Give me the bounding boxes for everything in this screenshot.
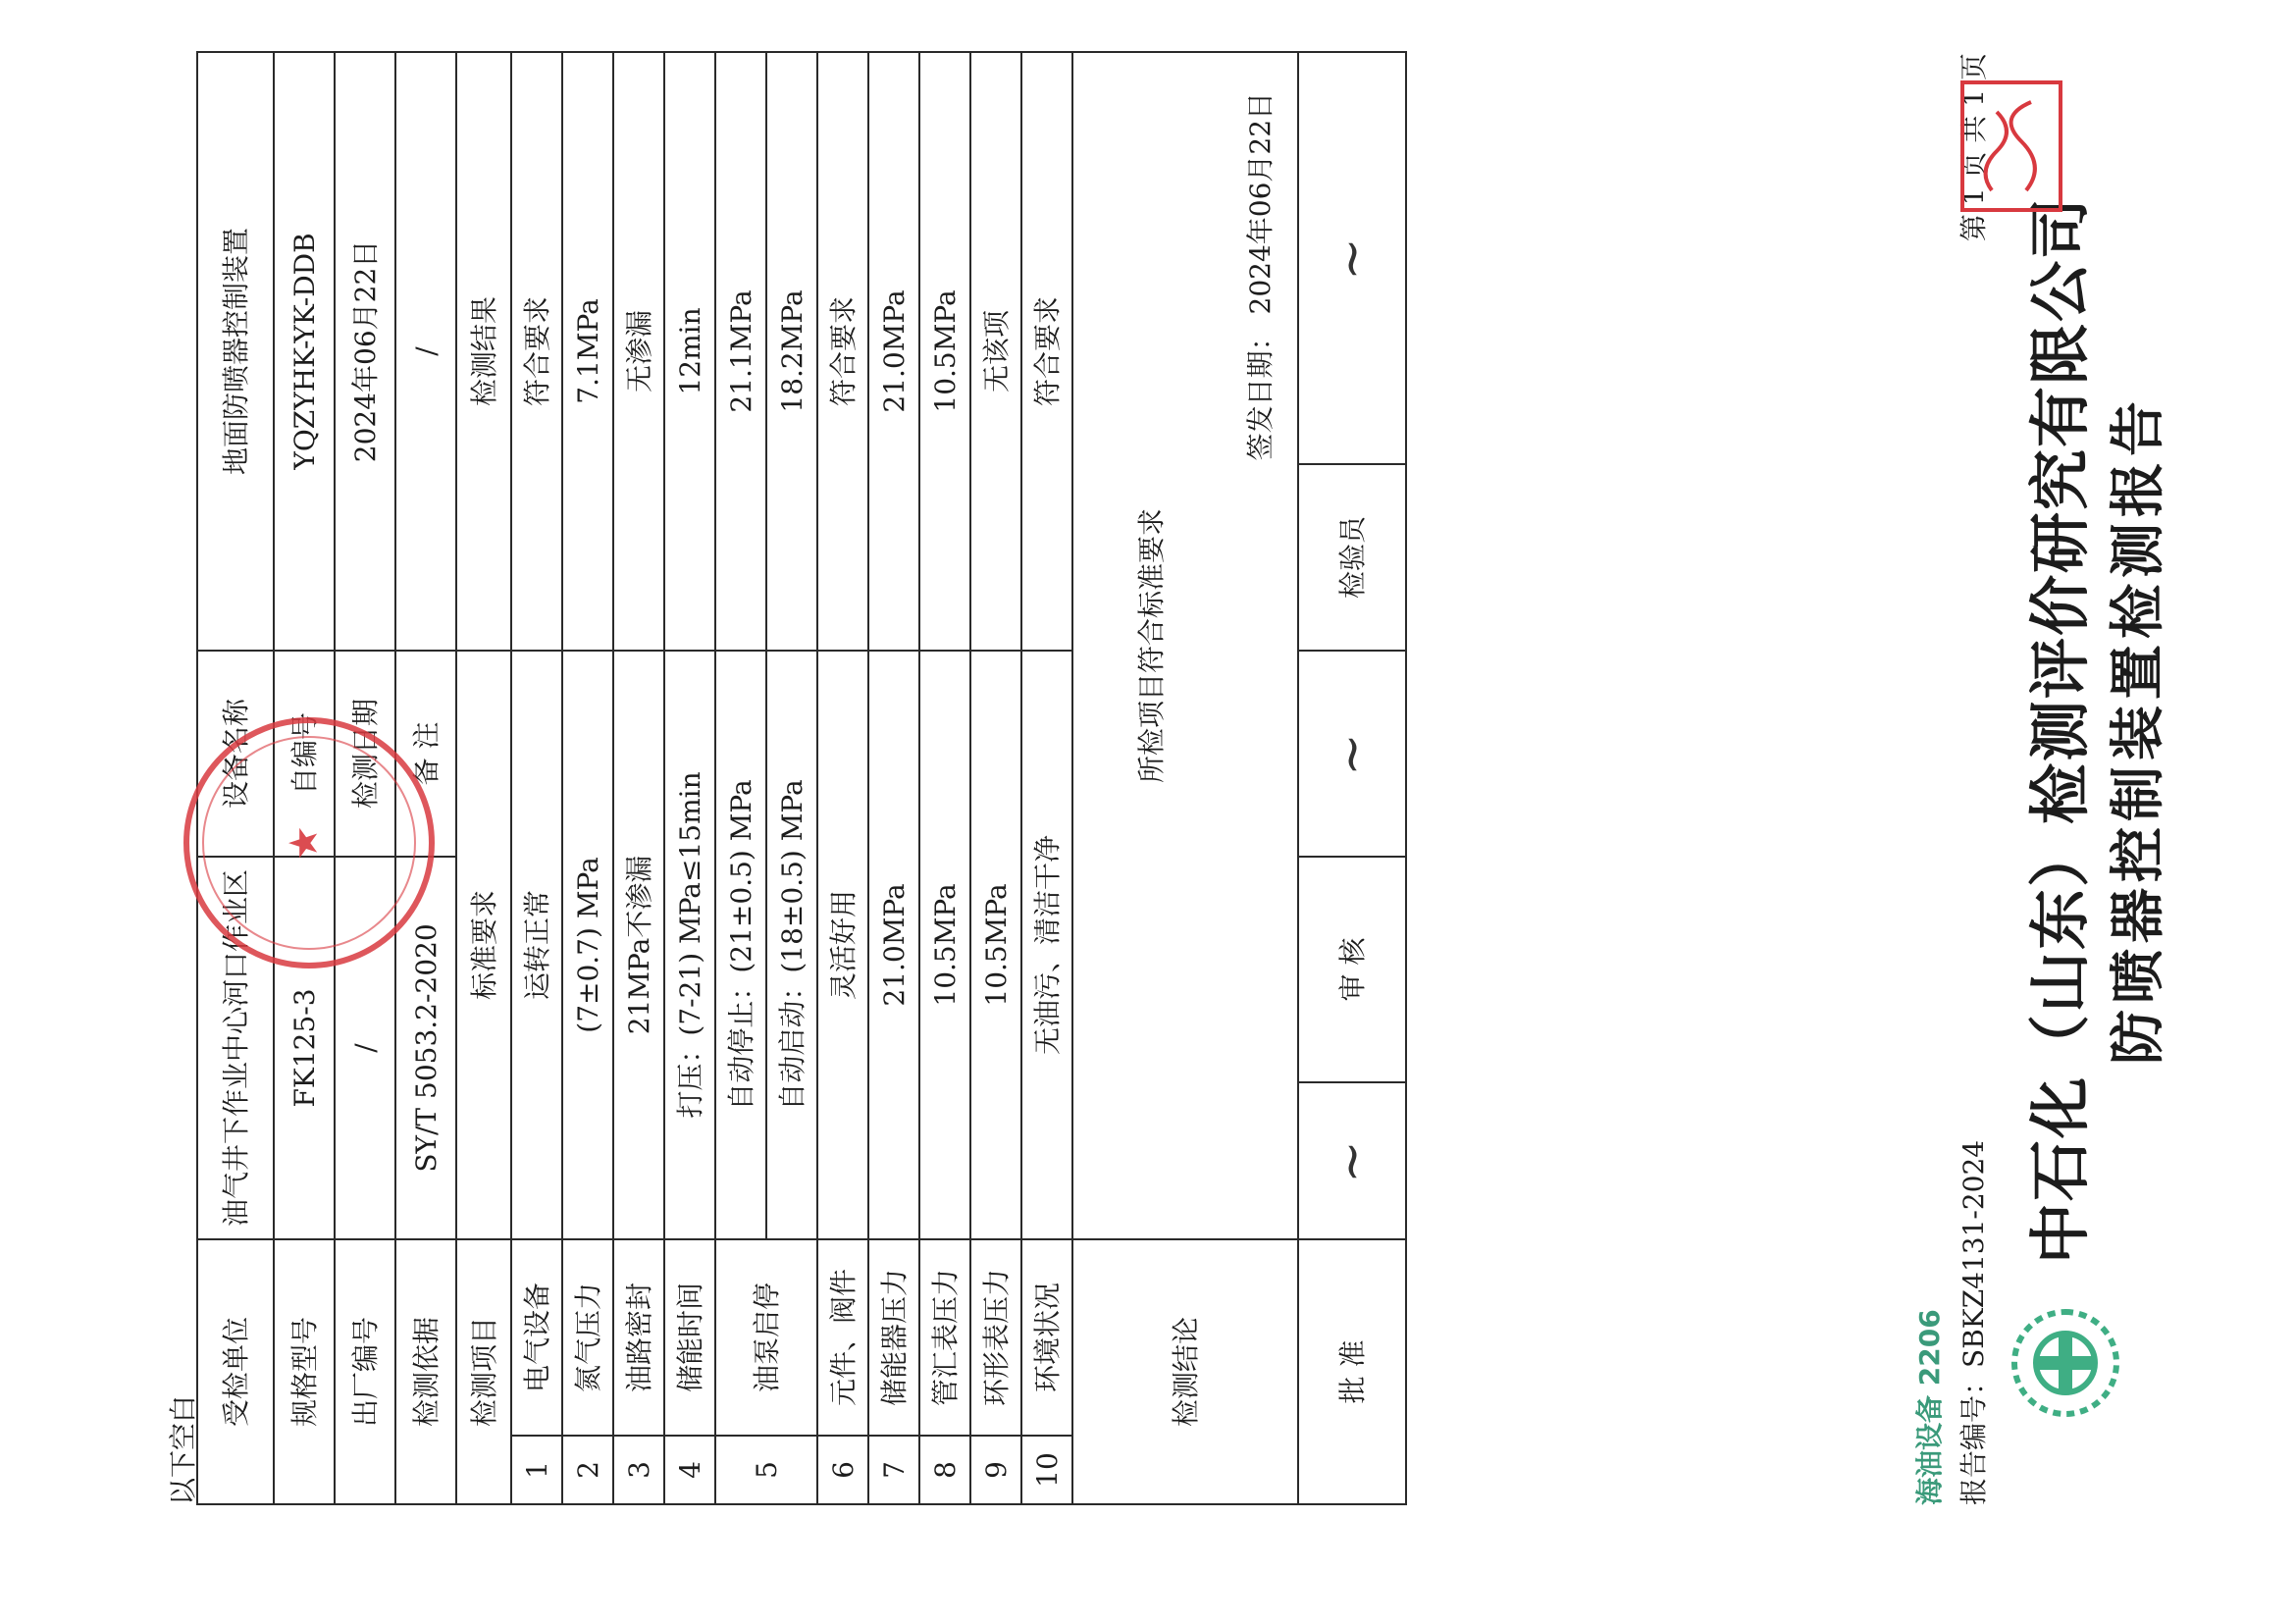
- row-result: 无该项: [970, 52, 1021, 651]
- report-title: 防喷器控制装置检测报告: [2107, 395, 2170, 1065]
- row-result: 符合要求: [817, 52, 868, 651]
- row-standard: 10.5MPa: [970, 651, 1021, 1239]
- row-item: 储能时间: [664, 1239, 715, 1436]
- row-result: 符合要求: [511, 52, 562, 651]
- label-model: 规格型号: [274, 1239, 335, 1504]
- row-number: 9: [970, 1436, 1021, 1504]
- row-item: 氮气压力: [562, 1239, 613, 1436]
- value-equipment-name: 地面防喷器控制装置: [197, 52, 274, 651]
- row-item: 储能器压力: [868, 1239, 919, 1436]
- value-remark: /: [395, 52, 456, 651]
- value-self-no: YQZYHK-YK-DDB: [274, 52, 335, 651]
- row-number: 1: [511, 1436, 562, 1504]
- row-standard: 灵活好用: [817, 651, 868, 1239]
- label-inspected-unit: 受检单位: [197, 1239, 274, 1504]
- row-number: 7: [868, 1436, 919, 1504]
- approve-signature: ~: [1298, 1082, 1406, 1239]
- head-standard: 标准要求: [456, 651, 511, 1239]
- row-item: 油泵启停: [715, 1239, 817, 1436]
- report-number-value: SBKZ4131-2024: [1957, 1139, 1990, 1368]
- value-basis: SY/T 5053.2-2020: [395, 857, 456, 1239]
- label-equipment-name: 设备名称: [197, 651, 274, 857]
- label-basis: 检测依据: [395, 1239, 456, 1504]
- row-item: 环境状况: [1021, 1239, 1072, 1436]
- row-result: 7.1MPa: [562, 52, 613, 651]
- conclusion-label: 检测结论: [1072, 1239, 1298, 1504]
- approve-label: 批 准: [1298, 1239, 1406, 1504]
- row-standard: 自动停止：(21±0.5) MPa: [715, 651, 766, 1239]
- label-test-date: 检测日期: [335, 651, 395, 857]
- value-model: FK125-3: [274, 857, 335, 1239]
- inspector-signature: ~: [1298, 52, 1406, 464]
- row-number: 6: [817, 1436, 868, 1504]
- row-number: 10: [1021, 1436, 1072, 1504]
- row-number: 5: [715, 1436, 817, 1504]
- row-item: 电气设备: [511, 1239, 562, 1436]
- row-result: 21.0MPa: [868, 52, 919, 651]
- svg-text:★: ★: [282, 825, 327, 861]
- conclusion-text: 所检项目符合标准要求: [1134, 507, 1168, 783]
- red-seal-icon: [1953, 73, 2070, 220]
- report-number: [1953, 1140, 1992, 1505]
- official-stamp-icon: [172, 706, 446, 980]
- value-inspected-unit: 油气井下作业中心河口作业区: [197, 857, 274, 1239]
- row-standard: 打压：(7-21) MPa≤15min: [664, 651, 715, 1239]
- row-result: 21.1MPa: [715, 52, 766, 651]
- row-number: 8: [919, 1436, 970, 1504]
- row-standard: 10.5MPa: [919, 651, 970, 1239]
- row-number: 3: [613, 1436, 664, 1504]
- head-result: 检测结果: [456, 52, 511, 651]
- blank-below-note: 以下空白: [167, 1394, 199, 1505]
- row-standard: (7±0.7) MPa: [562, 651, 613, 1239]
- value-factory-no: /: [335, 857, 395, 1239]
- row-number: 2: [562, 1436, 613, 1504]
- label-remark: 备 注: [395, 651, 456, 857]
- company-title: 中石化（山东）检测评价研究有限公司: [2024, 196, 2096, 1265]
- row-number: 4: [664, 1436, 715, 1504]
- value-test-date: 2024年06月22日: [335, 52, 395, 651]
- head-item: 检测项目: [456, 1239, 511, 1504]
- row-standard: 无油污、清洁干净: [1021, 651, 1072, 1239]
- row-standard: 自动启动：(18±0.5) MPa: [766, 651, 817, 1239]
- issue-date: 签发日期： 2024年06月22日: [1244, 91, 1277, 461]
- label-self-no: 自编号: [274, 651, 335, 857]
- conclusion-cell: [1072, 52, 1298, 1239]
- row-result: 18.2MPa: [766, 52, 817, 651]
- review-signature: ~: [1298, 651, 1406, 857]
- equipment-tag: 海油设备 2206: [1913, 1309, 1946, 1505]
- report-meta-row: [1953, 53, 1992, 1505]
- page-info: 第 1 页 共 1 页: [1957, 53, 1990, 242]
- inspector-label: 检验员: [1298, 464, 1406, 651]
- row-item: 管汇表压力: [919, 1239, 970, 1436]
- row-standard: 运转正常: [511, 651, 562, 1239]
- label-factory-no: 出厂编号: [335, 1239, 395, 1504]
- company-logo-icon: [1992, 1289, 2139, 1437]
- review-label: 审 核: [1298, 857, 1406, 1082]
- row-standard: 21.0MPa: [868, 651, 919, 1239]
- row-result: 10.5MPa: [919, 52, 970, 651]
- row-result: 无渗漏: [613, 52, 664, 651]
- row-standard: 21MPa不渗漏: [613, 651, 664, 1239]
- row-item: 油路密封: [613, 1239, 664, 1436]
- report-number-label: 报告编号：: [1957, 1367, 1990, 1505]
- row-item: 元件、阀件: [817, 1239, 868, 1436]
- row-result: 12min: [664, 52, 715, 651]
- row-result: 符合要求: [1021, 52, 1072, 651]
- row-item: 环形表压力: [970, 1239, 1021, 1436]
